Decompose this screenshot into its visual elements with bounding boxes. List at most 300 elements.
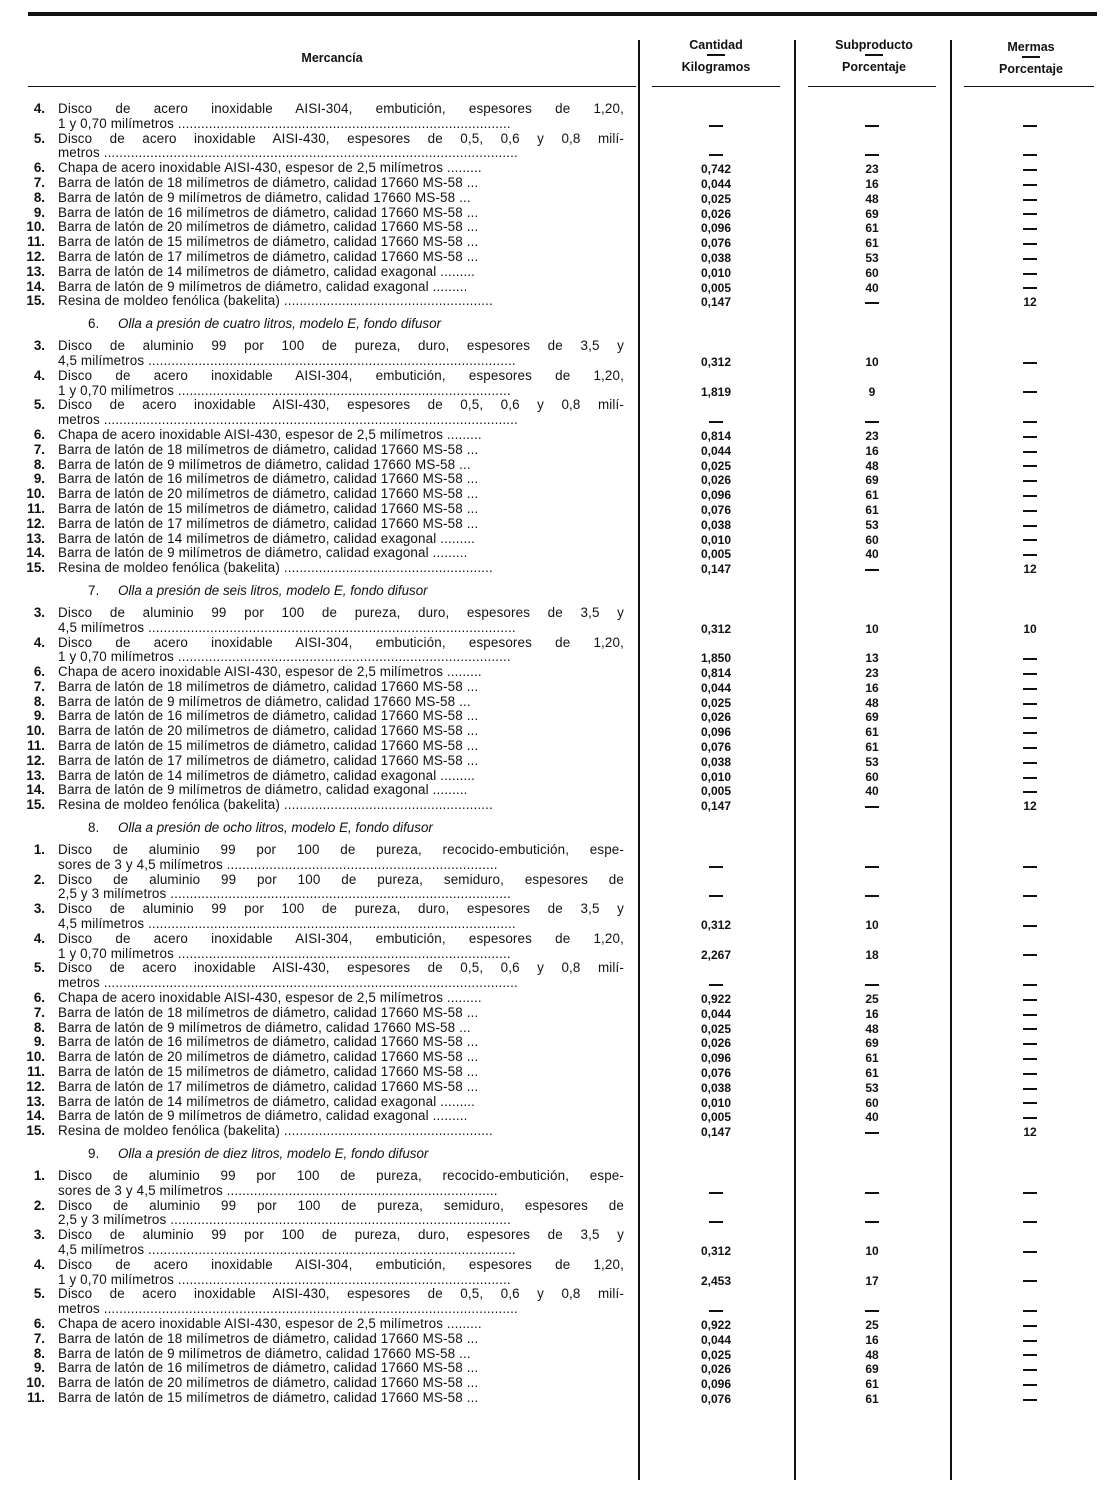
item-description-line: Barra de latón de 18 milímetros de diámetro, calidad 17660 MS-58 ... <box>58 679 479 694</box>
dash-text <box>879 118 880 119</box>
table-row <box>0 1169 1109 1199</box>
section-number: 9. <box>88 1146 100 1161</box>
item-number: 4. <box>33 930 45 946</box>
cantidad-value: 0,076 <box>700 740 732 755</box>
dash-mark <box>1023 273 1037 275</box>
dash-text <box>879 859 880 860</box>
item-description-line: 1 y 0,70 milímetros ...................................................................................... <box>58 1272 511 1287</box>
dash-mark <box>709 984 723 986</box>
item-number: 6. <box>33 1315 45 1331</box>
table-body <box>0 102 1109 1406</box>
subproducto-value <box>832 859 912 874</box>
subproducto-value <box>832 977 912 992</box>
section-title <box>0 1139 1109 1169</box>
item-number: 8. <box>33 189 45 205</box>
item-description-line: metros ........................................................................................................... <box>58 1302 518 1317</box>
cantidad-value: 0,010 <box>700 1095 732 1110</box>
item-description-line: Disco de aluminio 99 por 100 de pureza, duro, espesores de 3,5 y <box>58 605 624 620</box>
cantidad-value: 0,922 <box>700 992 732 1007</box>
subproducto-value: 9 <box>868 384 876 399</box>
item-description-line: Barra de latón de 15 milímetros de diámetro, calidad 17660 MS-58 ... <box>58 235 479 250</box>
item-number: 9. <box>33 1034 45 1050</box>
item-number: 7. <box>33 678 45 694</box>
item-number: 14. <box>26 278 45 294</box>
dash-text <box>1037 488 1038 489</box>
mermas-value <box>990 162 1070 177</box>
cantidad-value: 0,005 <box>700 547 732 562</box>
dash-mark <box>709 1310 723 1312</box>
dash-text <box>1037 192 1038 193</box>
dash-mark <box>1023 287 1037 289</box>
dash-text <box>879 414 880 415</box>
cantidad-value: 0,005 <box>700 784 732 799</box>
subproducto-value: 61 <box>865 1051 879 1066</box>
mermas-value <box>990 547 1070 562</box>
cantidad-value: 0,025 <box>700 1347 732 1362</box>
item-description-line: Barra de latón de 9 milímetros de diámetro, calidad exagonal ......... <box>58 279 468 294</box>
table-row <box>0 472 1109 487</box>
mermas-value <box>990 755 1070 770</box>
dash-text <box>879 1303 880 1304</box>
item-number: 11. <box>27 738 45 754</box>
dash-mark <box>709 125 723 127</box>
dash-text <box>879 562 880 563</box>
mermas-value <box>990 251 1070 266</box>
header-mermas-unit: Porcentaje <box>999 62 1063 76</box>
dash-mark <box>865 125 879 127</box>
item-number: 10. <box>26 723 45 739</box>
dash-text <box>1037 1185 1038 1186</box>
table-row <box>0 532 1109 547</box>
mermas-value <box>990 281 1070 296</box>
dash-mark <box>1023 762 1037 764</box>
subproducto-value: 69 <box>865 1362 879 1377</box>
cantidad-value: 0,814 <box>700 666 732 681</box>
cantidad-value <box>676 1303 756 1318</box>
mermas-value <box>990 266 1070 281</box>
dash-text <box>879 1125 880 1126</box>
dash-mark <box>1023 777 1037 779</box>
table-row <box>0 1035 1109 1050</box>
dash-text <box>1037 355 1038 356</box>
table-row <box>0 1065 1109 1080</box>
dash-text <box>1037 1036 1038 1037</box>
table-row <box>0 606 1109 636</box>
item-description-line: Barra de latón de 15 milímetros de diámetro, calidad 17660 MS-58 ... <box>58 739 479 754</box>
dash-text <box>1037 503 1038 504</box>
dash-mark <box>1023 228 1037 230</box>
dash-mark <box>1023 539 1037 541</box>
dash-mark <box>1023 421 1037 423</box>
mermas-value <box>990 147 1070 162</box>
table-row <box>0 443 1109 458</box>
item-number: 9. <box>33 471 45 487</box>
table-row <box>0 1095 1109 1110</box>
dash-text <box>1037 385 1038 386</box>
table-row <box>0 161 1109 176</box>
item-description-line: Barra de latón de 17 milímetros de diámetro, calidad 17660 MS-58 ... <box>58 753 479 768</box>
cantidad-value <box>676 1214 756 1229</box>
header-dash <box>707 54 725 56</box>
mermas-value <box>990 710 1070 725</box>
dash-text <box>1037 1377 1038 1378</box>
mermas-value <box>990 1303 1070 1318</box>
cantidad-value: 0,096 <box>700 488 732 503</box>
dash-text <box>1037 977 1038 978</box>
cantidad-value <box>676 977 756 992</box>
cantidad-value <box>676 859 756 874</box>
mermas-value <box>990 1333 1070 1348</box>
table-row <box>0 502 1109 517</box>
subproducto-value: 61 <box>865 1377 879 1392</box>
dash-text <box>723 859 724 860</box>
subproducto-value: 48 <box>865 458 879 473</box>
dash-text <box>1037 681 1038 682</box>
subproducto-value: 18 <box>865 947 879 962</box>
subproducto-value: 16 <box>865 443 879 458</box>
mermas-value <box>990 192 1070 207</box>
header-cantidad-label: Cantidad <box>689 38 743 52</box>
cantidad-value: 0,025 <box>700 191 732 206</box>
dash-text <box>1037 1348 1038 1349</box>
mermas-value <box>990 533 1070 548</box>
item-number: 12. <box>26 515 45 531</box>
section-title <box>0 576 1109 606</box>
cantidad-value: 0,044 <box>700 680 732 695</box>
mermas-value <box>990 1348 1070 1363</box>
dash-mark <box>1023 732 1037 734</box>
item-number: 9. <box>33 1360 45 1376</box>
dash-mark <box>1023 525 1037 527</box>
subproducto-value: 13 <box>865 651 879 666</box>
mermas-value: 10 <box>1023 621 1037 636</box>
dash-text <box>1037 888 1038 889</box>
item-description-line: 1 y 0,70 milímetros ...................................................................................... <box>58 650 511 665</box>
dash-mark <box>1023 1117 1037 1119</box>
mermas-value <box>990 1110 1070 1125</box>
subproducto-value: 69 <box>865 473 879 488</box>
dash-text <box>1037 429 1038 430</box>
item-description-line: Barra de latón de 18 milímetros de diámetro, calidad 17660 MS-58 ... <box>58 175 479 190</box>
subproducto-value: 16 <box>865 1006 879 1021</box>
cantidad-value: 0,076 <box>700 502 732 517</box>
dash-mark <box>1023 1354 1037 1356</box>
item-description-line: Barra de latón de 20 milímetros de diámetro, calidad 17660 MS-58 ... <box>58 1050 479 1065</box>
item-number: 9. <box>33 204 45 220</box>
dash-mark <box>1023 703 1037 705</box>
subproducto-value <box>832 1214 912 1229</box>
mermas-value <box>990 725 1070 740</box>
dash-mark <box>1023 258 1037 260</box>
item-number: 7. <box>33 1330 45 1346</box>
subproducto-value: 61 <box>865 502 879 517</box>
top-rule <box>28 12 1097 16</box>
item-description-line: Barra de latón de 18 milímetros de diámetro, calidad 17660 MS-58 ... <box>58 1005 479 1020</box>
item-description-line: Barra de latón de 17 milímetros de diámetro, calidad 17660 MS-58 ... <box>58 249 479 264</box>
item-description-line: Chapa de acero inoxidable AISI-430, espesor de 2,5 milímetros ......... <box>58 427 482 442</box>
dash-mark <box>1023 1192 1037 1194</box>
dash-text <box>1037 1110 1038 1111</box>
subproducto-value <box>832 118 912 133</box>
item-description-line: Resina de moldeo fenólica (bakelita) ...................................................... <box>58 294 493 309</box>
item-number: 13. <box>26 263 45 279</box>
subproducto-value: 61 <box>865 221 879 236</box>
cantidad-value: 0,312 <box>700 918 732 933</box>
item-description-line: Barra de latón de 9 milímetros de diámetro, calidad 17660 MS-58 ... <box>58 1346 471 1361</box>
dash-text <box>1037 1303 1038 1304</box>
cantidad-value: 0,005 <box>700 280 732 295</box>
dash-text <box>1037 1274 1038 1275</box>
item-number: 3. <box>33 338 45 354</box>
item-description-line: Barra de latón de 9 milímetros de diámetro, calidad exagonal ......... <box>58 1109 468 1124</box>
item-number: 6. <box>33 426 45 442</box>
mermas-value <box>990 1392 1070 1407</box>
section-title <box>0 309 1109 339</box>
table-row <box>0 873 1109 903</box>
table-row <box>0 265 1109 280</box>
subproducto-value <box>832 562 912 577</box>
dash-mark <box>1023 1251 1037 1253</box>
mermas-value <box>990 1007 1070 1022</box>
dash-mark <box>865 154 879 156</box>
dash-mark <box>1023 895 1037 897</box>
item-description-line: Disco de aluminio 99 por 100 de pureza, recocido-embutición, espe- <box>58 1169 624 1183</box>
dash-mark <box>865 569 879 571</box>
subproducto-value: 10 <box>865 918 879 933</box>
dash-text <box>1037 1318 1038 1319</box>
mermas-value <box>990 414 1070 429</box>
item-description-line: Disco de aluminio 99 por 100 de pureza, recocido-embutición, espe- <box>58 843 624 858</box>
dash-text <box>1037 547 1038 548</box>
mermas-value <box>990 488 1070 503</box>
cantidad-value: 0,026 <box>700 473 732 488</box>
item-description-line: 2,5 y 3 milímetros ........................................................................................ <box>58 1213 511 1228</box>
dash-mark <box>1023 673 1037 675</box>
item-description-line: Barra de latón de 14 milímetros de diámetro, calidad exagonal ......... <box>58 531 476 546</box>
mermas-value <box>990 221 1070 236</box>
dash-mark <box>1023 1043 1037 1045</box>
mermas-value <box>990 1096 1070 1111</box>
header-dash <box>1022 56 1040 58</box>
item-description-line: Barra de latón de 14 milímetros de diámetro, calidad exagonal ......... <box>58 1094 476 1109</box>
item-number: 1. <box>33 842 45 858</box>
subproducto-value: 60 <box>865 265 879 280</box>
subproducto-value: 16 <box>865 176 879 191</box>
section-number: 7. <box>88 582 100 598</box>
dash-text <box>1037 533 1038 534</box>
table-row <box>0 339 1109 369</box>
table-row <box>0 1332 1109 1347</box>
mermas-value <box>990 207 1070 222</box>
dash-mark <box>1023 436 1037 438</box>
item-number: 15. <box>26 293 45 309</box>
item-description-line: Resina de moldeo fenólica (bakelita) ...................................................... <box>58 561 493 576</box>
dash-text <box>723 414 724 415</box>
dash-mark <box>1023 1058 1037 1060</box>
dash-text <box>723 118 724 119</box>
dash-text <box>1037 118 1038 119</box>
cantidad-value <box>676 147 756 162</box>
dash-mark <box>1023 451 1037 453</box>
section-name: Olla a presión de ocho litros, modelo E, fondo difusor <box>118 820 433 836</box>
table-row <box>0 398 1109 428</box>
dash-text <box>723 1303 724 1304</box>
dash-mark <box>1023 1280 1037 1282</box>
cantidad-value: 0,025 <box>700 458 732 473</box>
mermas-value <box>990 1244 1070 1259</box>
item-description-line: sores de 3 y 4,5 milímetros ...................................................................... <box>58 857 498 872</box>
dash-mark <box>1023 465 1037 467</box>
cantidad-value: 0,026 <box>700 206 732 221</box>
item-description-line: metros ........................................................................................................... <box>58 146 518 161</box>
mermas-value <box>990 859 1070 874</box>
subproducto-value: 10 <box>865 1243 879 1258</box>
dash-text <box>1037 710 1038 711</box>
table-row <box>0 1199 1109 1229</box>
cantidad-value: 0,044 <box>700 1006 732 1021</box>
cantidad-value: 2,267 <box>700 947 732 962</box>
item-description-line: Disco de acero inoxidable AISI-430, espesores de 0,5, 0,6 y 0,8 milí- <box>58 1287 624 1302</box>
item-description-line: Chapa de acero inoxidable AISI-430, espesor de 2,5 milímetros ......... <box>58 665 482 680</box>
header-subproducto-unit: Porcentaje <box>842 60 906 74</box>
section-name: Olla a presión de diez litros, modelo E, fondo difusor <box>118 1146 429 1161</box>
item-number: 1. <box>33 1168 45 1183</box>
cantidad-value: 0,312 <box>700 354 732 369</box>
dash-text <box>1037 1066 1038 1067</box>
dash-mark <box>1023 1399 1037 1401</box>
dash-text <box>1037 221 1038 222</box>
item-number: 10. <box>26 219 45 235</box>
table-row <box>0 458 1109 473</box>
item-description-line: Chapa de acero inoxidable AISI-430, espesor de 2,5 milímetros ......... <box>58 1316 482 1331</box>
item-description-line: Disco de aluminio 99 por 100 de pureza, duro, espesores de 3,5 y <box>58 339 624 354</box>
mermas-value <box>990 992 1070 1007</box>
dash-text <box>1037 1392 1038 1393</box>
cantidad-value: 0,010 <box>700 265 732 280</box>
table-row <box>0 1109 1109 1124</box>
item-description-line: Disco de aluminio 99 por 100 de pureza, semiduro, espesores de <box>58 872 624 887</box>
item-description-line: Barra de latón de 17 milímetros de diámetro, calidad 17660 MS-58 ... <box>58 1079 479 1094</box>
dash-text <box>1037 251 1038 252</box>
subproducto-value: 23 <box>865 666 879 681</box>
item-number: 5. <box>33 1286 45 1302</box>
dash-mark <box>865 1132 879 1134</box>
subproducto-value: 25 <box>865 1317 879 1332</box>
subproducto-value <box>832 147 912 162</box>
subproducto-value: 10 <box>865 621 879 636</box>
dash-text <box>1037 1214 1038 1215</box>
table-row <box>0 220 1109 235</box>
table-row <box>0 561 1109 576</box>
item-number: 3. <box>33 604 45 620</box>
dash-mark <box>709 421 723 423</box>
subproducto-value <box>832 799 912 814</box>
cantidad-value: 0,038 <box>700 517 732 532</box>
table-row <box>0 680 1109 695</box>
dash-mark <box>1023 125 1037 127</box>
item-description-line: Barra de latón de 9 milímetros de diámetro, calidad exagonal ......... <box>58 546 468 561</box>
item-description-line: Disco de acero inoxidable AISI-430, espesores de 0,5, 0,6 y 0,8 milí- <box>58 961 624 976</box>
mermas-value <box>990 666 1070 681</box>
dash-text <box>1037 1333 1038 1334</box>
mermas-value <box>990 681 1070 696</box>
item-description-line: Resina de moldeo fenólica (bakelita) ...................................................... <box>58 798 493 813</box>
mermas-value <box>990 355 1070 370</box>
item-description-line: Barra de latón de 9 milímetros de diámetro, calidad 17660 MS-58 ... <box>58 1020 471 1035</box>
cantidad-value <box>676 414 756 429</box>
item-description-line: Barra de latón de 15 milímetros de diámetro, calidad 17660 MS-58 ... <box>58 1065 479 1080</box>
table-row <box>0 724 1109 739</box>
subproducto-value <box>832 1303 912 1318</box>
item-description-line: Barra de latón de 9 milímetros de diámetro, calidad 17660 MS-58 ... <box>58 694 471 709</box>
mermas-value: 12 <box>1023 295 1037 310</box>
subproducto-value <box>832 1185 912 1200</box>
item-number: 11. <box>27 500 45 516</box>
subproducto-value: 61 <box>865 725 879 740</box>
dash-mark <box>1023 866 1037 868</box>
item-number: 8. <box>33 693 45 709</box>
table-row <box>0 369 1109 399</box>
cantidad-value: 0,076 <box>700 1066 732 1081</box>
item-description-line: 1 y 0,70 milímetros ...................................................................................... <box>58 383 511 398</box>
item-number: 7. <box>33 441 45 457</box>
mermas-value <box>990 977 1070 992</box>
item-description-line: 2,5 y 3 milímetros ........................................................................................ <box>58 887 511 902</box>
item-description-line: sores de 3 y 4,5 milímetros ...................................................................... <box>58 1183 498 1198</box>
cantidad-value: 0,147 <box>700 562 732 577</box>
item-number: 8. <box>33 456 45 472</box>
subproducto-value: 48 <box>865 695 879 710</box>
item-description-line: Barra de latón de 15 milímetros de diámetro, calidad 17660 MS-58 ... <box>58 1390 479 1405</box>
table-row <box>0 1258 1109 1288</box>
item-description-line: 4,5 milímetros ............................................................................................... <box>58 353 516 368</box>
cantidad-value: 0,044 <box>700 1332 732 1347</box>
dash-mark <box>1023 184 1037 186</box>
header-dash <box>865 54 883 56</box>
header-mercancia: Mercancía <box>301 51 363 65</box>
subproducto-value: 53 <box>865 517 879 532</box>
cantidad-value: 0,096 <box>700 725 732 740</box>
mermas-value <box>990 1362 1070 1377</box>
item-description-line: Barra de latón de 16 milímetros de diámetro, calidad 17660 MS-58 ... <box>58 709 479 724</box>
table-row <box>0 1391 1109 1406</box>
item-description-line: Disco de acero inoxidable AISI-304, embutición, espesores de 1,20, <box>58 368 624 383</box>
dash-mark <box>1023 1369 1037 1371</box>
subproducto-value: 48 <box>865 191 879 206</box>
mermas-value <box>990 1274 1070 1289</box>
table-row <box>0 843 1109 873</box>
header-cantidad <box>676 38 756 74</box>
table-row <box>0 991 1109 1006</box>
header-mermas-label: Mermas <box>1007 40 1055 54</box>
table-row <box>0 102 1109 132</box>
item-description-line: Barra de latón de 14 milímetros de diámetro, calidad exagonal ......... <box>58 264 476 279</box>
subproducto-value: 10 <box>865 354 879 369</box>
dash-text <box>1037 207 1038 208</box>
table-row <box>0 665 1109 680</box>
item-description-line: Disco de aluminio 99 por 100 de pureza, duro, espesores de 3,5 y <box>58 1228 624 1243</box>
item-number: 13. <box>26 530 45 546</box>
dash-text <box>1037 725 1038 726</box>
item-number: 11. <box>27 1389 45 1405</box>
section-number: 8. <box>88 820 100 836</box>
table-row <box>0 739 1109 754</box>
table-row <box>0 487 1109 502</box>
dash-mark <box>865 1192 879 1194</box>
dash-text <box>879 1214 880 1215</box>
mermas-value <box>990 1081 1070 1096</box>
cantidad-value: 0,147 <box>700 295 732 310</box>
